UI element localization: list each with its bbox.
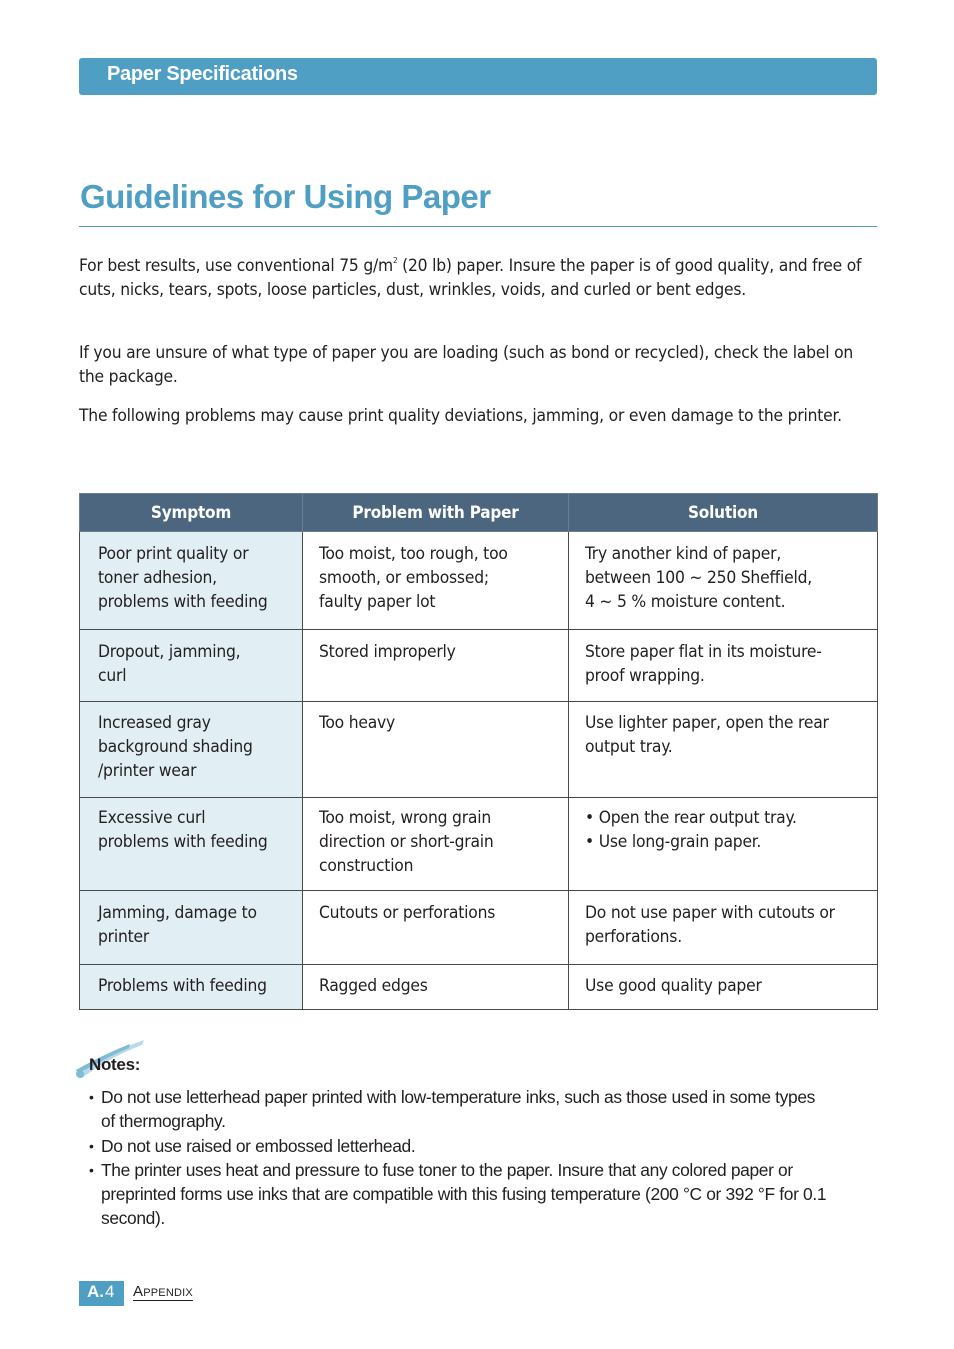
page-title: Guidelines for Using Paper [80,178,491,215]
note-line: Do not use raised or embossed letterhead. [101,1135,416,1156]
cell-line: Too moist, wrong grain [319,808,492,828]
problem-cell [303,965,569,1010]
cell-line: Too heavy [319,713,396,733]
solution-cell [569,630,878,702]
cell-line: Use lighter paper, open the rear [585,713,829,733]
section-header-title: Paper Specifications [107,63,298,85]
page-number: 4 [105,1282,115,1301]
superscript-2: 2 [392,256,398,265]
intro-paragraph-1 [79,254,879,302]
symptom-cell [80,630,303,702]
note-line: second). [101,1208,165,1229]
title-underline [79,226,877,227]
table-row [80,891,878,965]
problem-cell [303,798,569,891]
table-header-row [80,494,878,532]
problem-cell [303,532,569,630]
cell-line: Jamming, damage to [98,903,257,923]
table-row [80,965,878,1010]
note-line: Do not use letterhead paper printed with low-temperature inks, such as those used in some types [101,1087,815,1107]
intro-p1-text-cont: (20 lb) paper. Insure the paper is of good quality, and free of cuts, nicks, tears, spots, loose particles, dust, wrinkles, voids, and curled or bent edges. [79,256,862,300]
solution-cell [569,532,878,630]
cell-line: output tray. [585,737,673,757]
cell-line: printer [98,927,150,947]
cell-line: • Open the rear output tray. [585,808,797,828]
table-row [80,702,878,798]
notes-title: Notes: [89,1055,141,1074]
intro-paragraph-2: If you are unsure of what type of paper you are loading (such as bond or recycled), check the label on the package. [79,343,854,387]
note-item [89,1085,879,1134]
note-line: of thermography. [101,1111,226,1132]
cell-line: curl [98,666,127,686]
page-number-box [79,1281,124,1306]
cell-line: Stored improperly [319,642,456,662]
cell-line: problems with feeding [98,592,268,612]
notes-list [89,1085,879,1231]
intro-p1-text: For best results, use conventional 75 g/m [79,256,393,276]
table-row [80,532,878,630]
intro-paragraph-3: The following problems may cause print quality deviations, jamming, or even damage to the printer. [79,406,842,426]
cell-line: /printer wear [98,761,197,781]
problem-cell [303,702,569,798]
cell-line: Try another kind of paper, [585,544,782,564]
cell-line: Too moist, too rough, too [319,544,508,564]
symptom-cell [80,965,303,1010]
note-item [89,1134,879,1158]
cell-line: Problems with feeding [98,976,267,996]
bullet-icon: • [89,1161,94,1178]
cell-line: smooth, or embossed; [319,568,489,588]
cell-line: background shading [98,737,253,757]
symptom-cell [80,891,303,965]
cell-line: Do not use paper with cutouts or [585,903,835,923]
problem-cell [303,630,569,702]
cell-line: 4 ~ 5 % moisture content. [585,592,786,612]
cell-line: Ragged edges [319,976,428,996]
solution-cell [569,965,878,1010]
footer-chapter-label: Appendix [133,1283,193,1300]
cell-line: toner adhesion, [98,568,217,588]
cell-line: between 100 ~ 250 Sheffield, [585,568,813,588]
solution-cell [569,891,878,965]
cell-line: perforations. [585,927,682,947]
solution-cell [569,702,878,798]
symptom-cell [80,798,303,891]
solution-cell [569,798,878,891]
cell-line: Poor print quality or [98,544,249,564]
table-row [80,798,878,891]
column-header-symptom: Symptom [80,494,303,532]
note-line: preprinted forms use inks that are compatible with this fusing temperature (200 °C or 392 °F for 0.1 [101,1184,827,1205]
cell-line: Excessive curl [98,808,206,828]
bullet-icon: • [89,1137,94,1154]
cell-line: Cutouts or perforations [319,903,496,923]
bullet-icon: • [89,1089,94,1105]
note-line: The printer uses heat and pressure to fuse toner to the paper. Insure that any colored paper or [101,1159,793,1180]
cell-line: Dropout, jamming, [98,642,241,662]
column-header-solution: Solution [569,494,878,532]
note-item [89,1158,879,1231]
cell-line: Use good quality paper [585,976,762,996]
column-header-problem: Problem with Paper [303,494,569,532]
chapter-letter: A. [87,1282,104,1301]
paper-problems-table [79,493,878,1010]
cell-line: direction or short-grain [319,832,494,852]
cell-line: Store paper flat in its moisture- [585,642,822,662]
symptom-cell [80,532,303,630]
table-row [80,630,878,702]
cell-line: problems with feeding [98,832,268,852]
cell-line: • Use long-grain paper. [585,832,762,852]
section-header-bar [79,58,877,95]
symptom-cell [80,702,303,798]
cell-line: construction [319,856,414,876]
cell-line: proof wrapping. [585,666,705,686]
cell-line: Increased gray [98,713,211,733]
cell-line: faulty paper lot [319,592,436,612]
problem-cell [303,891,569,965]
